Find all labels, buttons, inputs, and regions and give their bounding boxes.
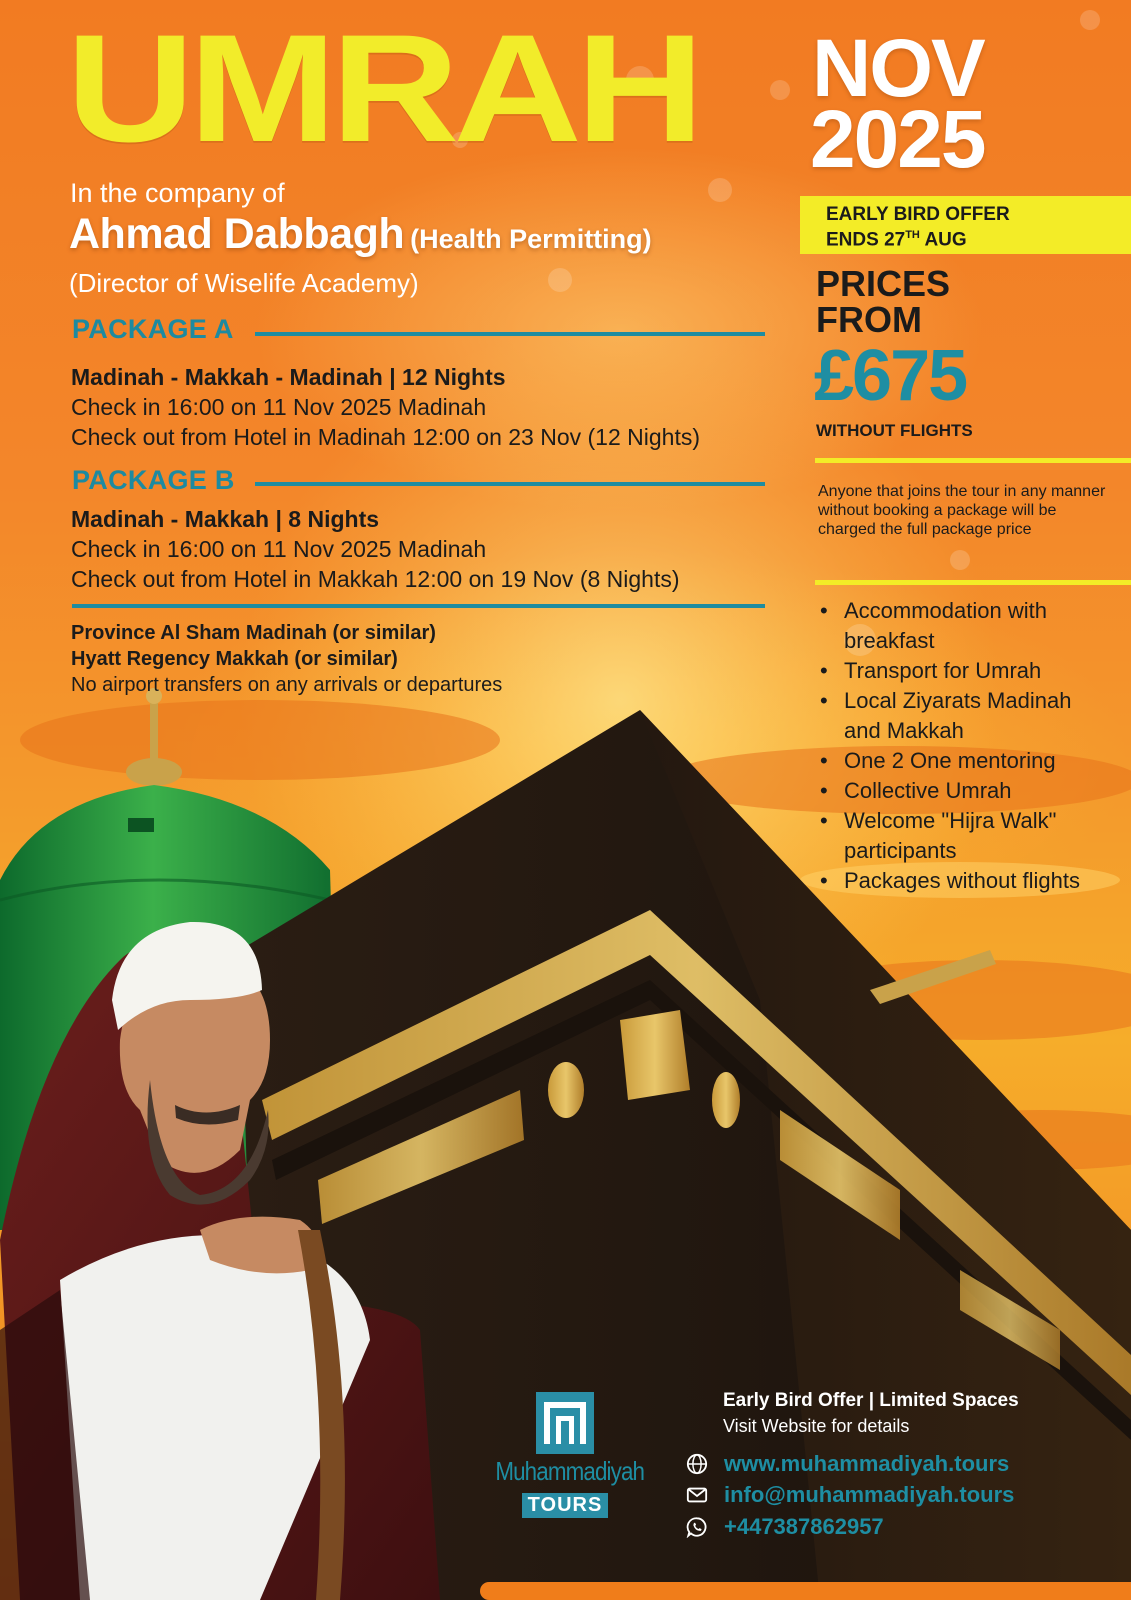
package-b-divider	[255, 482, 765, 486]
package-a-summary: Madinah - Makkah - Madinah | 12 Nights	[71, 364, 506, 390]
package-a-checkout: Check out from Hotel in Madinah 12:00 on 23 Nov (12 Nights)	[71, 424, 700, 450]
phone-row[interactable]	[686, 1514, 884, 1540]
early-bird-line2: ENDS 27TH AUG	[826, 229, 967, 251]
package-b-summary: Madinah - Makkah | 8 Nights	[71, 506, 380, 532]
list-item: • Local Ziyarats Madinah and Makkah	[812, 686, 1112, 746]
list-item: • Transport for Umrah	[812, 656, 1112, 686]
brand-logo-icon	[536, 1392, 594, 1454]
package-b-checkin: Check in 16:00 on 11 Nov 2025 Madinah	[71, 536, 487, 562]
package-b-heading: PACKAGE B	[72, 465, 235, 495]
packages-bottom-divider	[72, 604, 765, 608]
prices-from-label: PRICES FROM	[816, 263, 951, 340]
main-title: UMRAH	[66, 2, 699, 174]
host-row	[69, 210, 652, 259]
list-item: • Welcome "Hijra Walk" participants	[812, 806, 1112, 866]
package-a-divider	[255, 332, 765, 336]
list-item: • Packages without flights	[812, 866, 1112, 896]
whatsapp-icon	[686, 1516, 708, 1538]
host-note: (Health Permitting)	[410, 224, 652, 254]
trip-month: NOV	[812, 23, 984, 114]
website-row[interactable]	[686, 1451, 1009, 1477]
phone-number[interactable]: +447387862957	[724, 1514, 884, 1539]
footer-bar	[480, 1582, 1131, 1600]
early-bird-line1: EARLY BIRD OFFER	[826, 204, 1010, 225]
transfers-note: No airport transfers on any arrivals or departures	[71, 674, 503, 696]
contact-headline: Early Bird Offer | Limited Spaces	[723, 1390, 1019, 1411]
contact-subline: Visit Website for details	[723, 1416, 910, 1436]
hotel-makkah: Hyatt Regency Makkah (or similar)	[71, 648, 398, 670]
email-icon	[686, 1484, 708, 1506]
host-name: Ahmad Dabbagh	[69, 210, 405, 258]
price-value: £675	[814, 336, 967, 416]
brand-logo	[484, 1392, 646, 1518]
package-a-checkin: Check in 16:00 on 11 Nov 2025 Madinah	[71, 394, 487, 420]
host-title: (Director of Wiselife Academy)	[69, 268, 419, 298]
trip-year: 2025	[810, 93, 985, 185]
list-item: • Collective Umrah	[812, 776, 1112, 806]
price-note: WITHOUT FLIGHTS	[816, 421, 973, 440]
early-bird-text	[826, 204, 1010, 250]
list-item: • Accommodation with breakfast	[812, 596, 1112, 656]
package-b-checkout: Check out from Hotel in Makkah 12:00 on 19 Nov (8 Nights)	[71, 566, 680, 592]
features-list	[812, 596, 1112, 896]
list-item: • One 2 One mentoring	[812, 746, 1112, 776]
email-link[interactable]: info@muhammadiyah.tours	[724, 1482, 1015, 1507]
trip-date	[810, 23, 985, 185]
tour-notice: Anyone that joins the tour in any manner without booking a package will be charged the full package price	[818, 483, 1106, 538]
offer-divider-bottom	[815, 580, 1131, 585]
email-row[interactable]	[686, 1482, 1014, 1508]
package-a-heading: PACKAGE A	[72, 314, 234, 344]
offer-divider-top	[815, 458, 1131, 463]
brand-sub: TOURS	[522, 1493, 609, 1518]
globe-icon	[686, 1453, 708, 1475]
website-link[interactable]: www.muhammadiyah.tours	[724, 1451, 1010, 1476]
brand-name: Muhammadiyah	[495, 1456, 645, 1486]
company-intro: In the company of	[70, 178, 285, 208]
hotel-madinah: Province Al Sham Madinah (or similar)	[71, 622, 436, 644]
